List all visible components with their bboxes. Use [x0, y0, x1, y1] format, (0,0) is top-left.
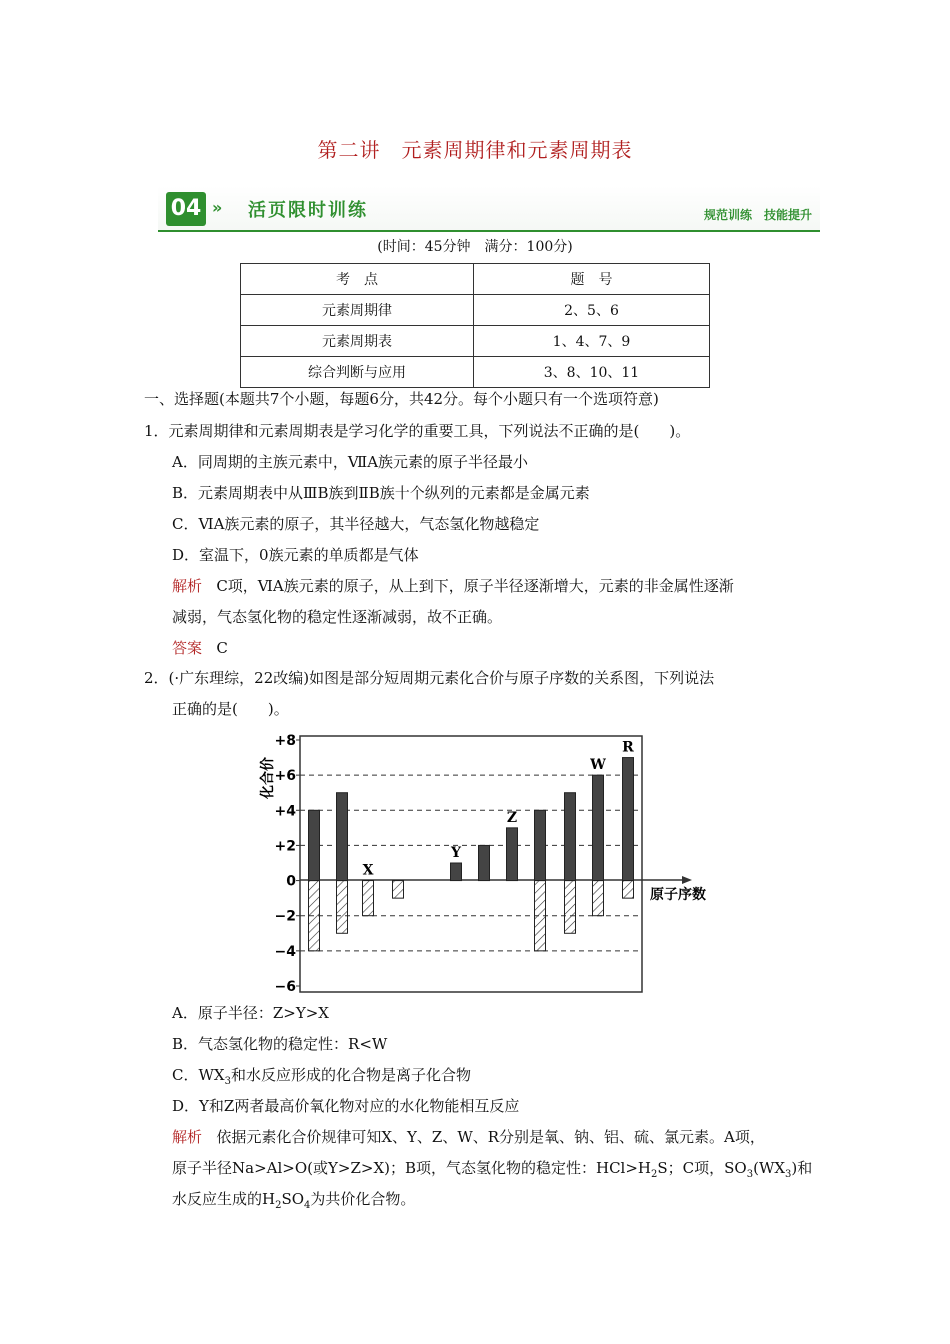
question-1-analysis: [172, 575, 734, 596]
element-label: R: [622, 739, 634, 756]
time-score-info: (时间：45分钟 满分：100分): [377, 239, 573, 255]
y-axis-ticks: [275, 733, 300, 995]
table-row: [241, 295, 710, 326]
analysis-text: 依据元素化合价规律可知X、Y、Z、W、R分别是氧、钠、铝、硫、氯元素。A项，: [216, 1128, 765, 1146]
bar-positive: [451, 863, 462, 881]
section-banner: [158, 186, 820, 232]
x-axis-arrow-icon: [682, 876, 692, 884]
question-2-option-a: A．原子半径：Z>Y>X: [172, 1004, 329, 1022]
text: 原子半径Na>Al>O(或Y>Z>X)；B项，气态氢化物的稳定性：HCl>H: [172, 1159, 652, 1177]
subscript: 2: [651, 1169, 658, 1180]
question-1-analysis-cont: 减弱，气态氢化物的稳定性逐渐减弱，故不正确。: [172, 608, 503, 626]
bar-positive: [623, 758, 634, 881]
question-2-option-b: B．气态氢化物的稳定性：R<W: [172, 1035, 388, 1053]
bar-positive: [507, 828, 518, 881]
text: C．WX: [172, 1066, 225, 1084]
text: SO: [281, 1190, 305, 1208]
table-cell: 3、8、10、11: [474, 357, 710, 388]
knowledge-point-table: [240, 263, 710, 388]
question-1-option-d: D．室温下，0族元素的单质都是气体: [172, 546, 419, 564]
chevron-icon: »: [212, 198, 223, 217]
y-tick-label: −6: [274, 979, 296, 995]
question-2-stem-cont: 正确的是( )。: [172, 700, 289, 718]
grid-lines: [300, 775, 642, 951]
question-1-option-b: B．元素周期表中从ⅢB族到ⅡB族十个纵列的元素都是金属元素: [172, 484, 590, 502]
question-2-analysis-cont: [172, 1157, 812, 1180]
text: 水反应生成的H: [172, 1190, 276, 1208]
element-label: W: [590, 757, 606, 774]
bar-negative: [535, 881, 546, 951]
plot-frame: [300, 736, 642, 992]
text: S；C项，SO: [657, 1159, 747, 1177]
bar-positive: [337, 793, 348, 881]
question-1-stem: 1．元素周期律和元素周期表是学习化学的重要工具，下列说法不正确的是( )。: [144, 422, 691, 440]
table-header-row: [241, 264, 710, 295]
bar-negative: [309, 881, 320, 951]
valence-chart: [252, 726, 732, 1026]
answer-value: C: [216, 639, 228, 657]
bar-negative: [337, 881, 348, 934]
text: )和: [791, 1159, 813, 1177]
subscript: 2: [275, 1200, 282, 1211]
bar-negative: [393, 881, 404, 899]
y-tick-label: +6: [274, 768, 296, 785]
bar-negative: [593, 881, 604, 916]
table-cell: 2、5、6: [474, 295, 710, 326]
banner-badge: 04: [166, 192, 206, 226]
table-cell: 1、4、7、9: [474, 326, 710, 357]
bar-positive: [479, 845, 490, 880]
page-title: 第二讲 元素周期律和元素周期表: [317, 138, 633, 162]
table-header: 题 号: [474, 264, 710, 295]
bar-negative: [363, 881, 374, 916]
y-tick-label: +8: [274, 733, 296, 749]
question-1-option-a: A．同周期的主族元素中，ⅦA族元素的原子半径最小: [172, 453, 529, 471]
element-label: Y: [451, 845, 461, 861]
question-1-option-c: C．ⅥA族元素的原子，其半径越大，气态氢化物越稳定: [172, 515, 540, 533]
bar-positive: [593, 775, 604, 880]
section-heading: 一、选择题(本题共7个小题，每题6分，共42分。每个小题只有一个选项符意): [144, 390, 659, 408]
y-tick-label: +2: [274, 838, 296, 855]
subscript: 3: [746, 1169, 754, 1180]
subscript: 4: [304, 1200, 311, 1211]
banner-subtitle: 规范训练 技能提升: [703, 208, 812, 222]
bar-negative: [565, 881, 576, 934]
table-header: 考 点: [241, 264, 474, 295]
table-row: [241, 326, 710, 357]
bar-negative: [623, 881, 634, 899]
table-cell: 元素周期表: [241, 326, 474, 357]
text: (WX: [753, 1159, 786, 1177]
question-2-analysis: [172, 1126, 765, 1147]
banner-title: 活页限时训练: [248, 200, 368, 221]
subscript: 3: [785, 1169, 792, 1180]
y-tick-label: −2: [274, 908, 296, 925]
y-tick-label: −4: [274, 943, 296, 960]
y-tick-label: 0: [286, 873, 296, 890]
table-row: [241, 357, 710, 388]
text: 为共价化合物。: [310, 1190, 416, 1208]
answer-label: 答案: [172, 639, 203, 657]
question-2-analysis-end: [172, 1188, 415, 1211]
bar-positive: [535, 810, 546, 880]
question-2-option-c: [172, 1064, 471, 1087]
question-2-stem: 2．(·广东理综，22改编)如图是部分短周期元素化合价与原子序数的关系图，下列说法: [144, 669, 715, 687]
bar-positive: [309, 810, 320, 880]
table-cell: 综合判断与应用: [241, 357, 474, 388]
subscript: 3: [224, 1076, 231, 1087]
x-axis-label: 原子序数: [650, 887, 706, 903]
text: 和水反应形成的化合物是离子化合物: [230, 1066, 471, 1084]
element-label: Z: [506, 809, 518, 826]
analysis-label: 解析: [172, 1128, 203, 1146]
analysis-text: C项，ⅥA族元素的原子，从上到下，原子半径逐渐增大，元素的非金属性逐渐: [216, 577, 734, 595]
bar-positive: [565, 793, 576, 881]
question-2-option-d: D．Y和Z两者最高价氧化物对应的水化物能相互反应: [172, 1097, 520, 1115]
y-axis-label: 化合价: [260, 757, 276, 799]
question-1-answer: [172, 637, 228, 658]
element-label: X: [362, 862, 374, 879]
analysis-label: 解析: [172, 577, 203, 595]
y-tick-label: +4: [274, 803, 296, 820]
table-cell: 元素周期律: [241, 295, 474, 326]
